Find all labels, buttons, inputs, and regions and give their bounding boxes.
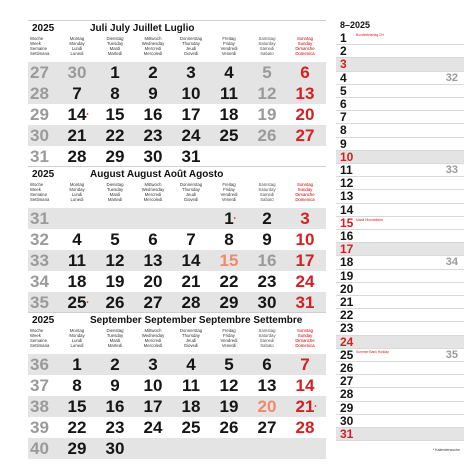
side-day-number: 1 <box>340 31 347 45</box>
dayname-row <box>28 182 326 208</box>
side-day-row <box>336 85 464 98</box>
day-cell: 21 * <box>288 396 322 417</box>
week-number: 40 <box>30 439 49 458</box>
day-cell: 21 <box>181 272 201 291</box>
side-week-number: 32 <box>445 71 458 84</box>
side-day-row <box>336 230 464 243</box>
day-cell: 11 <box>220 84 238 103</box>
day-cell: 4 <box>186 355 196 374</box>
month-header <box>28 312 326 354</box>
day-cell: 10 <box>143 376 163 395</box>
side-day-number: 12 <box>340 176 354 191</box>
day-cell: 1 <box>110 63 120 82</box>
side-day-row <box>336 190 464 203</box>
day-cell: 5 <box>262 63 272 82</box>
week-row <box>28 146 326 167</box>
side-day-row <box>336 124 464 137</box>
day-cell: 18 <box>181 397 201 416</box>
day-cell: 19 <box>257 105 277 124</box>
side-day-number: 20 <box>340 281 354 296</box>
dayname-tuesday: Dienstag Tuesday Mardi Martedi <box>106 36 124 57</box>
side-day-number: 29 <box>340 400 354 415</box>
side-day-row <box>336 217 464 230</box>
week-row <box>28 104 326 125</box>
side-day-number: 22 <box>340 308 354 323</box>
week-row <box>28 354 326 375</box>
side-day-row <box>336 428 464 441</box>
day-cell: 25 <box>181 418 201 437</box>
week-number: 39 <box>30 418 49 437</box>
week-number: 31 <box>30 209 49 228</box>
week-row <box>28 271 326 292</box>
day-cell: 25 * <box>60 292 94 313</box>
dayname-tuesday: Dienstag Tuesday Mardi Martedi <box>106 328 124 349</box>
day-cell: 17 <box>295 251 315 270</box>
day-cell: 9 <box>148 84 158 103</box>
side-week-number: 33 <box>445 164 458 176</box>
day-cell: 11 <box>182 376 200 395</box>
day-cell: 27 <box>143 293 163 312</box>
side-day-number: 27 <box>340 374 354 389</box>
week-number: 31 <box>30 147 49 166</box>
side-day-number: 11 <box>340 163 353 177</box>
day-cell: 8 <box>110 84 120 103</box>
day-cell: 25 <box>219 126 239 145</box>
side-day-number: 15 <box>340 215 354 230</box>
week-row <box>28 250 326 271</box>
week-number: 29 <box>30 105 49 124</box>
side-day-row <box>336 322 464 335</box>
week-number: 28 <box>30 84 49 103</box>
week-label: Woche Week Semaine Settimana <box>30 36 50 57</box>
day-cell: 18 <box>67 272 87 291</box>
dayname-wednesday: Mittwoch Wednesday Mercredi Mercoledi <box>141 36 165 57</box>
side-day-row <box>336 336 464 349</box>
month-year: 2025 <box>32 23 55 34</box>
day-cell: 2 <box>262 209 272 228</box>
column-divider <box>326 0 336 470</box>
day-cell: 15 <box>105 105 125 124</box>
side-day-row <box>336 375 464 388</box>
side-day-row <box>336 256 464 269</box>
day-cell: 6 <box>300 63 310 82</box>
week-row <box>28 62 326 83</box>
week-row <box>28 292 326 313</box>
side-day-row <box>336 32 464 45</box>
side-day-row <box>336 243 464 256</box>
dayname-friday: Freitag Friday Vendredi Venerdi <box>220 328 238 349</box>
side-day-number: 25 <box>340 347 354 362</box>
side-day-number: 3 <box>340 57 347 72</box>
side-day-number: 23 <box>340 321 354 336</box>
day-cell: 13 <box>295 84 315 103</box>
day-cell: 14 * <box>60 104 94 125</box>
day-cell: 19 <box>219 397 239 416</box>
side-day-row <box>336 58 464 71</box>
day-cell: 16 <box>257 251 277 270</box>
side-day-number: 17 <box>340 242 354 257</box>
day-cell: 24 <box>181 126 201 145</box>
side-day-number: 26 <box>340 361 354 375</box>
day-cell: 6 <box>148 230 158 249</box>
dayname-row <box>28 328 326 354</box>
side-day-row <box>336 270 464 283</box>
side-day-row <box>336 72 464 85</box>
dayname-sunday: Sonntag Sunday Dimanche Domenica <box>295 182 315 203</box>
week-row <box>28 208 326 229</box>
dayname-saturday: Samstag Saturday Samedi Sabato <box>258 328 276 349</box>
day-cell: 4 <box>72 230 82 249</box>
side-day-number: 28 <box>340 387 354 402</box>
side-day-number: 2 <box>340 44 347 59</box>
side-day-number: 10 <box>340 149 354 164</box>
week-row <box>28 438 326 459</box>
dayname-thursday: Donnerstag Thursday Jeudi Giovedi <box>179 328 203 349</box>
day-cell: 23 <box>143 126 163 145</box>
day-cell: 24 <box>295 272 315 291</box>
week-row <box>28 83 326 104</box>
dayname-saturday: Samstag Saturday Samedi Sabato <box>258 36 276 57</box>
left-gutter <box>0 0 28 470</box>
day-cell: 30 <box>257 293 277 312</box>
day-cell: 7 <box>300 355 310 374</box>
day-cell: 1 <box>72 355 82 374</box>
side-footer: * Kalenderwoche <box>432 448 460 452</box>
day-cell: 21 <box>67 126 87 145</box>
side-day-row <box>336 402 464 415</box>
side-day-number: 16 <box>340 229 354 243</box>
day-cell: 18 <box>219 105 239 124</box>
day-cell: 7 <box>72 84 82 103</box>
day-cell: 6 <box>262 355 272 374</box>
day-cell: 17 <box>181 105 201 124</box>
side-day-row <box>336 296 464 309</box>
week-label: Woche Week Semaine Settimana <box>30 182 50 203</box>
side-day-number: 30 <box>340 413 354 428</box>
side-day-number: 24 <box>340 334 354 349</box>
side-day-number: 13 <box>340 189 354 204</box>
day-cell: 13 <box>143 251 163 270</box>
week-number: 36 <box>30 355 49 374</box>
day-cell: 13 <box>257 376 277 395</box>
week-number: 32 <box>30 230 49 249</box>
day-cell: 12 <box>257 84 277 103</box>
day-cell: 20 <box>295 105 315 124</box>
side-day-row <box>336 283 464 296</box>
day-cell: 22 <box>219 272 239 291</box>
week-number: 27 <box>30 63 49 82</box>
day-cell: 2 <box>148 63 158 82</box>
day-cell: 7 <box>186 230 196 249</box>
day-cell: 11 <box>68 251 86 270</box>
holiday-marker: * <box>233 217 236 223</box>
dayname-thursday: Donnerstag Thursday Jeudi Giovedi <box>179 36 203 57</box>
day-cell: 15 <box>67 397 87 416</box>
day-cell: 8 <box>72 376 82 395</box>
day-cell: 12 <box>219 376 239 395</box>
month-overview-strip <box>336 20 464 460</box>
side-day-number: 9 <box>340 136 347 151</box>
dayname-friday: Freitag Friday Vendredi Venerdi <box>220 36 238 57</box>
side-day-row <box>336 362 464 375</box>
day-cell: 15 <box>219 251 239 270</box>
side-day-number: 18 <box>340 255 354 270</box>
day-cell: 5 <box>224 355 234 374</box>
side-title: 8–2025 <box>340 20 371 30</box>
day-cell: 10 <box>295 230 315 249</box>
day-cell: 24 <box>143 418 163 437</box>
side-day-number: 7 <box>340 110 347 125</box>
day-cell: 29 <box>219 293 239 312</box>
day-cell: 27 <box>257 418 277 437</box>
side-day-row <box>336 415 464 428</box>
dayname-wednesday: Mittwoch Wednesday Mercredi Mercoledi <box>141 328 165 349</box>
day-cell: 9 <box>262 230 272 249</box>
dayname-friday: Freitag Friday Vendredi Venerdi <box>220 182 238 203</box>
day-cell: 23 <box>257 272 277 291</box>
side-day-row <box>336 204 464 217</box>
month-name: August August Août Agosto <box>90 169 224 180</box>
day-cell: 14 <box>181 251 201 270</box>
side-day-number: 21 <box>340 295 354 309</box>
dayname-saturday: Samstag Saturday Samedi Sabato <box>258 182 276 203</box>
day-cell: 1 * <box>212 208 246 229</box>
week-number: 34 <box>30 272 49 291</box>
week-number: 37 <box>30 376 49 395</box>
day-cell: 5 <box>110 230 120 249</box>
side-day-row <box>336 349 464 362</box>
day-cell: 26 <box>219 418 239 437</box>
day-cell: 28 <box>181 293 201 312</box>
dayname-row <box>28 36 326 62</box>
day-cell: 29 <box>67 439 87 458</box>
day-cell: 29 <box>105 147 125 166</box>
day-cell: 4 <box>224 63 234 82</box>
week-row <box>28 125 326 146</box>
day-cell: 30 <box>105 439 125 458</box>
day-cell: 8 <box>224 230 234 249</box>
week-row <box>28 375 326 396</box>
day-cell: 16 <box>143 105 163 124</box>
week-row <box>28 396 326 417</box>
day-cell: 28 <box>67 147 87 166</box>
side-week-number: 35 <box>445 348 458 361</box>
dayname-sunday: Sonntag Sunday Dimanche Domenica <box>295 36 315 57</box>
day-cell: 12 <box>105 251 125 270</box>
day-cell: 10 <box>181 84 201 103</box>
day-cell: 20 <box>143 272 163 291</box>
side-day-number: 4 <box>340 70 347 85</box>
month-year: 2025 <box>32 315 55 326</box>
day-cell: 9 <box>110 376 120 395</box>
week-number: 33 <box>30 251 49 270</box>
dayname-wednesday: Mittwoch Wednesday Mercredi Mercoledi <box>141 182 165 203</box>
dayname-sunday: Sonntag Sunday Dimanche Domenica <box>295 328 315 349</box>
day-cell: 22 <box>105 126 125 145</box>
dayname-monday: Montag Monday Lundi Lunedi <box>69 328 85 349</box>
day-cell: 3 <box>300 209 310 228</box>
day-cell: 16 <box>105 397 125 416</box>
day-cell: 28 <box>295 418 315 437</box>
day-cell: 3 <box>148 355 158 374</box>
day-cell: 19 <box>105 272 125 291</box>
day-cell: 26 <box>257 126 277 145</box>
month-year: 2025 <box>32 169 55 180</box>
day-cell: 26 <box>105 293 125 312</box>
side-day-row <box>336 309 464 322</box>
side-day-row <box>336 45 464 58</box>
side-day-number: 19 <box>340 268 354 283</box>
side-day-note: Bundesfeiertag CH <box>356 33 384 37</box>
week-label: Woche Week Semaine Settimana <box>30 328 50 349</box>
side-day-note: Mariä Himmelfahrt <box>356 217 383 222</box>
day-cell: 2 <box>110 355 120 374</box>
side-day-row <box>336 151 464 164</box>
day-cell: 30 <box>143 147 163 166</box>
side-week-number: 34 <box>445 256 458 269</box>
day-cell: 3 <box>186 63 196 82</box>
month-name: September September Septembre Settembre <box>90 315 303 326</box>
side-day-number: 31 <box>340 427 354 441</box>
side-day-note: Summer Bank Holiday <box>356 349 389 354</box>
side-day-row <box>336 138 464 151</box>
week-number: 35 <box>30 293 49 312</box>
day-cell: 31 <box>295 293 315 312</box>
week-number: 30 <box>30 126 49 145</box>
side-day-row <box>336 111 464 124</box>
day-cell: 17 <box>143 397 163 416</box>
dayname-monday: Montag Monday Lundi Lunedi <box>69 182 85 203</box>
holiday-marker: * <box>86 301 89 307</box>
day-cell: 23 <box>105 418 125 437</box>
side-day-row <box>336 388 464 401</box>
day-cell: 30 <box>67 63 87 82</box>
dayname-tuesday: Dienstag Tuesday Mardi Martedi <box>106 182 124 203</box>
day-cell: 20 <box>257 397 277 416</box>
side-day-row <box>336 177 464 190</box>
week-row <box>28 229 326 250</box>
month-name: Juli July Juillet Luglio <box>90 23 195 34</box>
side-day-number: 14 <box>340 202 354 217</box>
month-header <box>28 166 326 208</box>
dayname-thursday: Donnerstag Thursday Jeudi Giovedi <box>179 182 203 203</box>
side-day-row <box>336 98 464 111</box>
holiday-marker: * <box>314 405 317 411</box>
side-day-number: 5 <box>340 83 347 98</box>
week-row <box>28 417 326 438</box>
day-cell: 22 <box>67 418 87 437</box>
week-number: 38 <box>30 397 49 416</box>
holiday-marker: * <box>86 113 89 119</box>
side-day-row <box>336 164 464 177</box>
day-cell: 31 <box>181 147 201 166</box>
side-day-number: 8 <box>340 123 347 138</box>
month-header <box>28 20 326 62</box>
day-cell: 27 <box>295 126 315 145</box>
dayname-monday: Montag Monday Lundi Lunedi <box>69 36 85 57</box>
day-cell: 14 <box>295 376 315 395</box>
side-day-number: 6 <box>340 97 347 111</box>
